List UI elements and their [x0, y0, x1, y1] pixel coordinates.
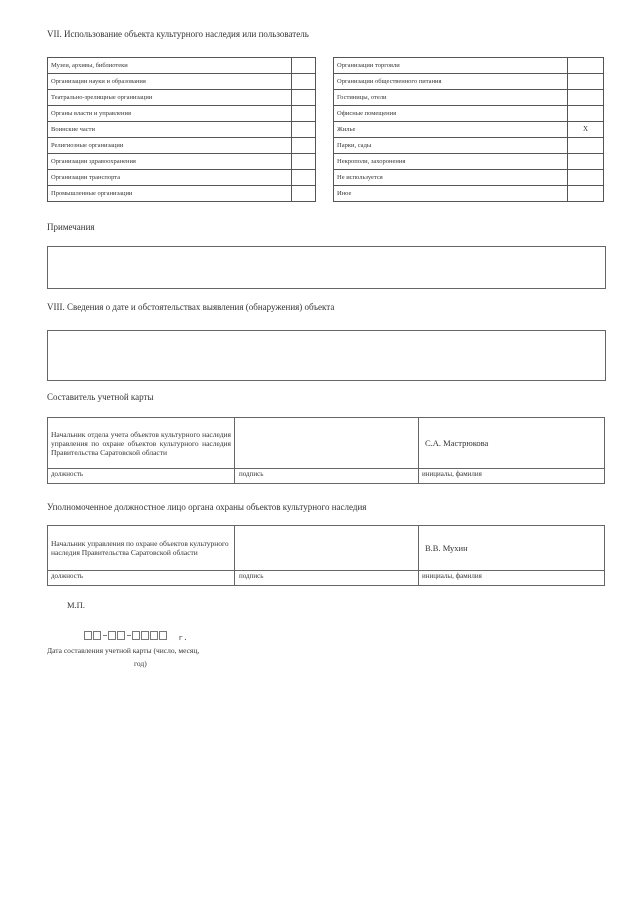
compiler-signature-label: подпись — [235, 469, 419, 484]
usage-label: Некрополи, захоронения — [334, 154, 568, 170]
usage-mark-cell[interactable] — [568, 154, 604, 170]
usage-mark-cell[interactable] — [568, 58, 604, 74]
date-year-cell[interactable] — [141, 631, 149, 640]
notes-title: Примечания — [47, 222, 95, 232]
authorized-title: Уполномоченное должностное лицо органа охраны объектов культурного наследия — [47, 502, 367, 512]
usage-mark-cell[interactable] — [292, 58, 316, 74]
usage-row — [334, 154, 604, 170]
date-year-cell[interactable] — [132, 631, 140, 640]
usage-mark-cell[interactable] — [568, 74, 604, 90]
usage-row — [48, 154, 316, 170]
usage-label: Жилье — [334, 122, 568, 138]
usage-row — [334, 170, 604, 186]
date-suffix: г. — [178, 635, 188, 643]
date-caption-line2: год) — [134, 659, 147, 668]
usage-label: Организации транспорта — [48, 170, 292, 186]
date-separator — [127, 635, 131, 636]
date-separator — [103, 635, 107, 636]
usage-label: Музеи, архивы, библиотеки — [48, 58, 292, 74]
usage-label: Парки, сады — [334, 138, 568, 154]
usage-mark-cell[interactable] — [568, 90, 604, 106]
usage-row — [48, 186, 316, 202]
usage-mark-cell[interactable]: Х — [568, 122, 604, 138]
usage-row — [334, 74, 604, 90]
date-day-cell[interactable] — [84, 631, 92, 640]
date-caption-line1: Дата составления учетной карты (число, месяц, — [47, 646, 200, 655]
usage-row — [334, 138, 604, 154]
usage-row — [334, 106, 604, 122]
compiler-name-label: инициалы, фамилия — [419, 469, 605, 484]
usage-mark-cell[interactable] — [292, 74, 316, 90]
stamp-label: М.П. — [67, 600, 85, 610]
usage-label: Религиозные организации — [48, 138, 292, 154]
usage-mark-cell[interactable] — [292, 170, 316, 186]
usage-label: Организации торговли — [334, 58, 568, 74]
date-day-cell[interactable] — [93, 631, 101, 640]
usage-mark-cell[interactable] — [568, 138, 604, 154]
date-month-cell[interactable] — [117, 631, 125, 640]
compiler-position: Начальник отдела учета объектов культурного наследия управления по охране объектов культурного наследия Правительства Саратовской области — [48, 418, 235, 469]
compiler-name: С.А. Мастрюкова — [419, 418, 605, 469]
usage-mark-cell[interactable] — [568, 170, 604, 186]
section8-title: VIII. Сведения о дате и обстоятельствах выявления (обнаружения) объекта — [47, 302, 335, 312]
usage-mark-cell[interactable] — [292, 106, 316, 122]
compiler-title: Составитель учетной карты — [47, 392, 154, 402]
usage-mark-cell[interactable] — [292, 138, 316, 154]
usage-label: Организации здравоохранения — [48, 154, 292, 170]
compiler-table — [47, 417, 605, 484]
usage-row — [48, 138, 316, 154]
usage-row — [48, 170, 316, 186]
usage-row — [48, 74, 316, 90]
usage-row — [48, 90, 316, 106]
section8-box — [47, 330, 606, 381]
usage-table-left — [47, 57, 316, 202]
usage-row — [334, 58, 604, 74]
usage-label: Промышленные организации — [48, 186, 292, 202]
authorized-table — [47, 525, 605, 586]
usage-row — [48, 58, 316, 74]
usage-row — [334, 90, 604, 106]
usage-label: Органы власти и управления — [48, 106, 292, 122]
authorized-name: В.В. Мухин — [419, 526, 605, 571]
authorized-name-label: инициалы, фамилия — [419, 571, 605, 586]
usage-label: Организации общественного питания — [334, 74, 568, 90]
date-input[interactable] — [84, 627, 188, 645]
usage-mark-cell[interactable] — [292, 122, 316, 138]
usage-mark-cell[interactable] — [292, 90, 316, 106]
date-year-cell[interactable] — [150, 631, 158, 640]
authorized-position-label: должность — [48, 571, 235, 586]
usage-row — [48, 122, 316, 138]
usage-mark-cell[interactable] — [292, 154, 316, 170]
usage-mark-cell[interactable] — [292, 186, 316, 202]
authorized-position: Начальник управления по охране объектов культурного наследия Правительства Саратовской области — [48, 526, 235, 571]
usage-row — [334, 122, 604, 138]
authorized-signature — [235, 526, 419, 571]
usage-mark-cell[interactable] — [568, 106, 604, 122]
notes-box — [47, 246, 606, 289]
date-year-cell[interactable] — [159, 631, 167, 640]
usage-table-right — [333, 57, 604, 202]
section7-title: VII. Использование объекта культурного наследия или пользователь — [47, 29, 309, 39]
usage-label: Иное — [334, 186, 568, 202]
authorized-signature-label: подпись — [235, 571, 419, 586]
usage-label: Гостиницы, отели — [334, 90, 568, 106]
compiler-position-label: должность — [48, 469, 235, 484]
usage-row — [334, 186, 604, 202]
usage-label: Офисные помещения — [334, 106, 568, 122]
usage-label: Воинские части — [48, 122, 292, 138]
usage-label: Не используется — [334, 170, 568, 186]
usage-label: Организации науки и образования — [48, 74, 292, 90]
usage-row — [48, 106, 316, 122]
compiler-signature — [235, 418, 419, 469]
usage-label: Театрально-зрелищные организации — [48, 90, 292, 106]
date-month-cell[interactable] — [108, 631, 116, 640]
usage-mark-cell[interactable] — [568, 186, 604, 202]
